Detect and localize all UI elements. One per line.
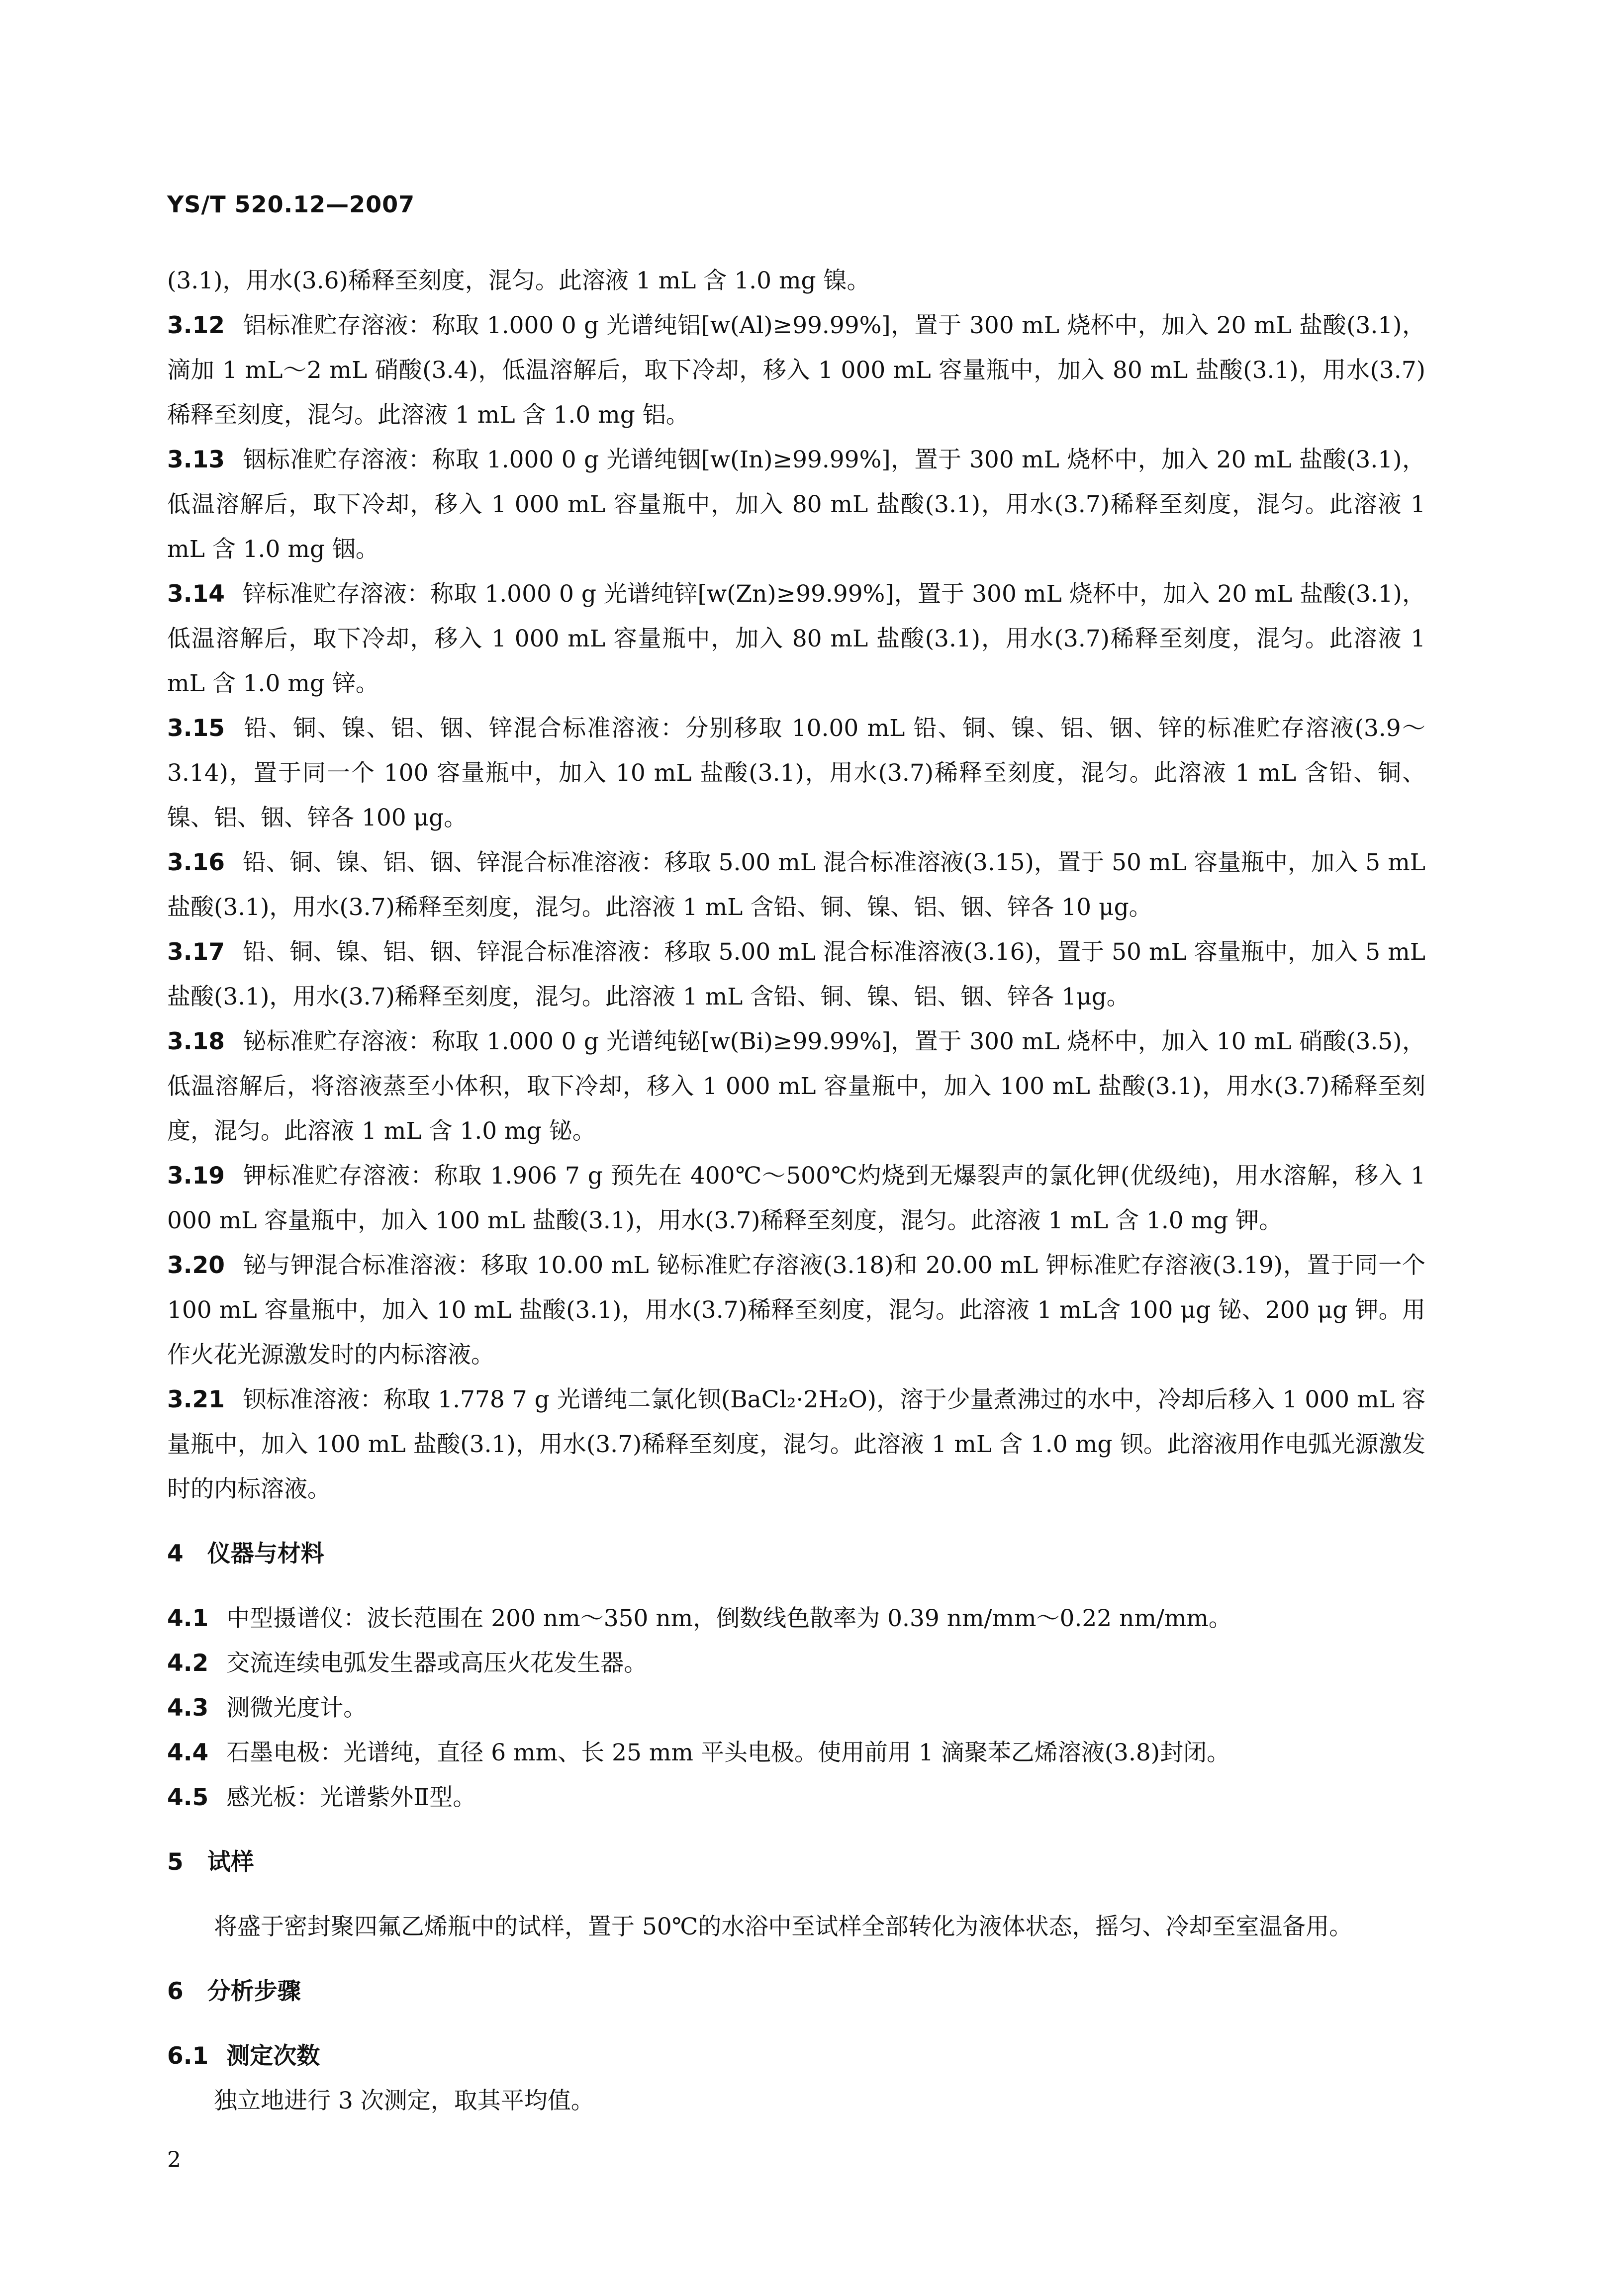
document-body xyxy=(167,259,1425,2123)
clause-4-5 xyxy=(167,1775,1425,1820)
clause-number: 3.12 xyxy=(167,312,225,339)
section-number: 6 xyxy=(167,1978,184,2005)
clause-number: 6.1 xyxy=(167,2042,209,2070)
clause-text: 锌标准贮存溶液：称取 1.000 0 g 光谱纯锌[w(Zn)≥99.99%]，置于 300 mL 烧杯中，加入 20 mL 盐酸(3.1)，低温溶解后，取下冷却，移入 1 000 mL 容量瓶中，加入 80 mL 盐酸(3.1)，用水(3.7)稀释至刻度，混匀。此溶液 1 mL 含 1.0 mg 锌。 xyxy=(167,580,1425,697)
clause-text: 铋标准贮存溶液：称取 1.000 0 g 光谱纯铋[w(Bi)≥99.99%]，置于 300 mL 烧杯中，加入 10 mL 硝酸(3.5)，低温溶解后，将溶液蒸至小体积，取下冷却，移入 1 000 mL 容量瓶中，加入 100 mL 盐酸(3.1)，用水(3.7)稀释至刻度，混匀。此溶液 1 mL 含 1.0 mg 铋。 xyxy=(167,1028,1425,1145)
clause-3-14 xyxy=(167,572,1425,706)
clause-text: 石墨电极：光谱纯，直径 6 mm、长 25 mm 平头电极。使用前用 1 滴聚苯乙烯溶液(3.8)封闭。 xyxy=(226,1739,1230,1766)
clause-text: 交流连续电弧发生器或高压火花发生器。 xyxy=(226,1650,648,1677)
clause-3-12 xyxy=(167,303,1425,438)
clause-number: 3.20 xyxy=(167,1252,225,1279)
section-6-heading xyxy=(167,1969,1425,2014)
clause-number: 3.14 xyxy=(167,580,225,608)
clause-3-17 xyxy=(167,930,1425,1019)
clause-4-1 xyxy=(167,1596,1425,1641)
clause-text: 铟标准贮存溶液：称取 1.000 0 g 光谱纯铟[w(In)≥99.99%]，置于 300 mL 烧杯中，加入 20 mL 盐酸(3.1)，低温溶解后，取下冷却，移入 1 000 mL 容量瓶中，加入 80 mL 盐酸(3.1)，用水(3.7)稀释至刻度，混匀。此溶液 1 mL 含 1.0 mg 铟。 xyxy=(167,446,1425,563)
section-4-heading xyxy=(167,1532,1425,1576)
clause-number: 3.15 xyxy=(167,715,225,742)
clause-title: 测定次数 xyxy=(226,2042,320,2070)
clause-text: 铅、铜、镍、铝、铟、锌混合标准溶液：移取 5.00 mL 混合标准溶液(3.15)，置于 50 mL 容量瓶中，加入 5 mL 盐酸(3.1)，用水(3.7)稀释至刻度，混匀。此溶液 1 mL 含铅、铜、镍、铝、铟、锌各 10 μg。 xyxy=(167,849,1425,921)
clause-text: 铋与钾混合标准溶液：移取 10.00 mL 铋标准贮存溶液(3.18)和 20.00 mL 钾标准贮存溶液(3.19)，置于同一个 100 mL 容量瓶中，加入 10 mL 盐酸(3.1)，用水(3.7)稀释至刻度，混匀。此溶液 1 mL含 100 μg 铋、200 μg 钾。用作火花光源激发时的内标溶液。 xyxy=(167,1252,1425,1369)
section-number: 4 xyxy=(167,1540,184,1567)
clause-continuation xyxy=(167,259,1425,303)
clause-number: 3.21 xyxy=(167,1386,225,1413)
clause-text: 铅、铜、镍、铝、铟、锌混合标准溶液：分别移取 10.00 mL 铅、铜、镍、铝、铟、锌的标准贮存溶液(3.9～3.14)，置于同一个 100 容量瓶中，加入 10 mL 盐酸(3.1)，用水(3.7)稀释至刻度，混匀。此溶液 1 mL 含铅、铜、镍、铝、铟、锌各 100 μg。 xyxy=(167,715,1425,831)
section-5-heading xyxy=(167,1840,1425,1885)
clause-number: 4.5 xyxy=(167,1784,209,1811)
clause-number: 4.1 xyxy=(167,1605,209,1632)
page-number: 2 xyxy=(167,2147,181,2173)
clause-3-13 xyxy=(167,438,1425,572)
clause-number: 3.13 xyxy=(167,446,225,473)
section-title: 试样 xyxy=(207,1848,254,1876)
clause-3-20 xyxy=(167,1243,1425,1378)
clause-number: 3.19 xyxy=(167,1162,225,1190)
clause-number: 3.18 xyxy=(167,1028,225,1055)
clause-number: 3.17 xyxy=(167,938,225,966)
clause-text: 感光板：光谱紫外Ⅱ型。 xyxy=(226,1784,476,1811)
clause-6-1-text: 独立地进行 3 次测定，取其平均值。 xyxy=(214,2087,594,2114)
clause-3-16 xyxy=(167,840,1425,930)
clause-text: 中型摄谱仪：波长范围在 200 nm～350 nm，倒数线色散率为 0.39 nm/mm～0.22 nm/mm。 xyxy=(226,1605,1232,1632)
section-5-text: 将盛于密封聚四氟乙烯瓶中的试样，置于 50℃的水浴中至试样全部转化为液体状态，摇匀、冷却至室温备用。 xyxy=(214,1913,1353,1940)
clause-6-1-heading xyxy=(167,2034,1425,2079)
clause-text: 铝标准贮存溶液：称取 1.000 0 g 光谱纯铝[w(Al)≥99.99%]，置于 300 mL 烧杯中，加入 20 mL 盐酸(3.1)，滴加 1 mL～2 mL 硝酸(3.4)，低温溶解后，取下冷却，移入 1 000 mL 容量瓶中，加入 80 mL 盐酸(3.1)，用水(3.7)稀释至刻度，混匀。此溶液 1 mL 含 1.0 mg 铝。 xyxy=(167,312,1425,429)
clause-text: 测微光度计。 xyxy=(226,1694,367,1722)
section-title: 仪器与材料 xyxy=(207,1540,324,1567)
clause-4-4 xyxy=(167,1731,1425,1775)
clause-text: 钡标准溶液：称取 1.778 7 g 光谱纯二氯化钡(BaCl₂·2H₂O)，溶于少量煮沸过的水中，冷却后移入 1 000 mL 容量瓶中，加入 100 mL 盐酸(3.1)，用水(3.7)稀释至刻度，混匀。此溶液 1 mL 含 1.0 mg 钡。此溶液用作电弧光源激发时的内标溶液。 xyxy=(167,1386,1425,1503)
clause-number: 4.2 xyxy=(167,1650,209,1677)
clause-text: (3.1)，用水(3.6)稀释至刻度，混匀。此溶液 1 mL 含 1.0 mg 镍。 xyxy=(167,267,870,294)
section-title: 分析步骤 xyxy=(207,1978,301,2005)
clause-text: 铅、铜、镍、铝、铟、锌混合标准溶液：移取 5.00 mL 混合标准溶液(3.16)，置于 50 mL 容量瓶中，加入 5 mL 盐酸(3.1)，用水(3.7)稀释至刻度，混匀。此溶液 1 mL 含铅、铜、镍、铝、铟、锌各 1μg。 xyxy=(167,938,1425,1010)
clause-3-15 xyxy=(167,706,1425,840)
clause-number: 3.16 xyxy=(167,849,225,876)
clause-3-19 xyxy=(167,1154,1425,1243)
clause-3-21 xyxy=(167,1378,1425,1512)
clause-number: 4.4 xyxy=(167,1739,209,1766)
section-number: 5 xyxy=(167,1848,184,1876)
clause-text: 钾标准贮存溶液：称取 1.906 7 g 预先在 400℃～500℃灼烧到无爆裂声的氯化钾(优级纯)，用水溶解，移入 1 000 mL 容量瓶中，加入 100 mL 盐酸(3.1)，用水(3.7)稀释至刻度，混匀。此溶液 1 mL 含 1.0 mg 钾。 xyxy=(167,1162,1425,1234)
clause-3-18 xyxy=(167,1019,1425,1154)
clause-number: 4.3 xyxy=(167,1694,209,1722)
clause-4-2 xyxy=(167,1641,1425,1686)
standard-number-header: YS/T 520.12—2007 xyxy=(167,191,415,218)
clause-4-3 xyxy=(167,1686,1425,1731)
